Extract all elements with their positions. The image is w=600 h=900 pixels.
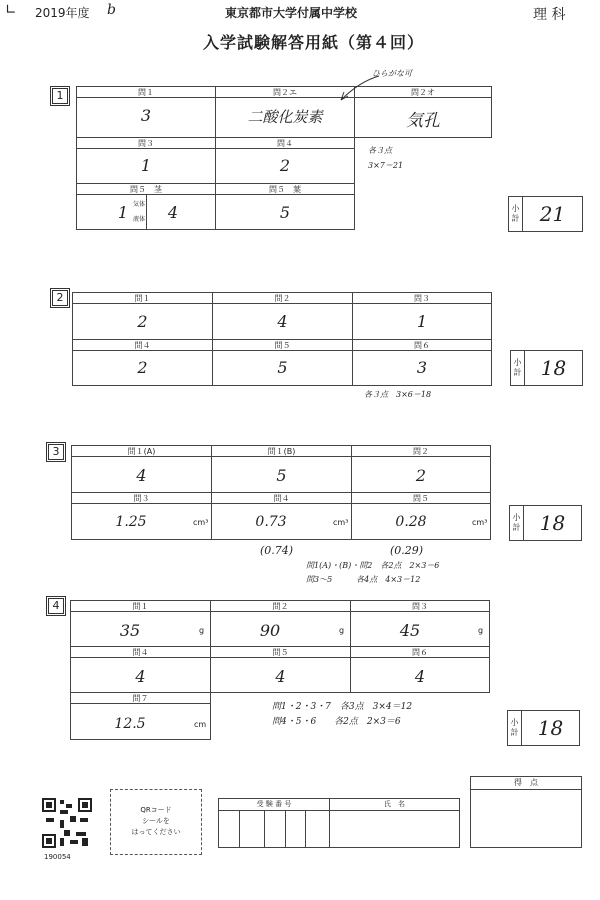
s2-q4-label: 問４ (72, 339, 213, 351)
s1-subtotal-box (508, 196, 583, 232)
s4-q4-label: 問４ (70, 646, 211, 658)
section-3-number: 3 (48, 444, 64, 460)
s2-q4-answer: 2 (137, 358, 148, 377)
s1-note-hiragana: ひらがな可 (372, 69, 412, 78)
s1-note-gas: 気体 (133, 201, 146, 208)
s2-q1-label: 問１ (72, 292, 213, 304)
exam-number-divider-2 (264, 811, 265, 848)
s1-q5-leaf-answer: 5 (279, 203, 291, 222)
s4-q5-answer: 4 (275, 667, 286, 686)
s4-q4-answer: 4 (135, 667, 146, 686)
s1-q4-answer: 2 (279, 156, 291, 175)
s4-q2-label: 問２ (210, 600, 351, 612)
s1-note-liquid: 液体 (133, 216, 146, 223)
footer-code: 190054 (44, 853, 71, 861)
s4-q1-unit: g (199, 626, 205, 635)
s2-q2-answer: 4 (277, 312, 288, 331)
s1-q2e-label: 問２エ (215, 86, 355, 98)
s3-q1b-label: 問１(B) (211, 445, 352, 457)
s1-q5-stem-label: 問５ 茎 (76, 183, 216, 195)
s3-q5-unit: cm³ (472, 518, 488, 527)
s3-q5-answer: 0.28 (395, 514, 427, 530)
s2-q2-label: 問２ (212, 292, 353, 304)
s3-q2-answer: 2 (415, 466, 427, 485)
s1-q5-stem-answer-b: 4 (167, 203, 179, 222)
s2-q5-answer: 5 (277, 358, 288, 377)
section-2-number: 2 (52, 290, 68, 306)
s4-subtotal-box (507, 710, 580, 746)
s1-q1-answer: 3 (140, 106, 152, 125)
s1-subtotal-value: 21 (539, 202, 566, 226)
s4-subtotal-label: 小計 (508, 711, 522, 745)
qr-sticker-text: QRコード シールを はってください (131, 806, 181, 836)
s3-q3-label: 問３ (71, 492, 212, 504)
s2-subtotal-box (510, 350, 583, 386)
s2-q6-answer: 3 (416, 358, 428, 377)
s3-subtotal-label: 小計 (510, 506, 524, 540)
s1-q3-label: 問３ (76, 137, 216, 149)
s3-subtotal-value: 18 (539, 511, 566, 535)
qr-code-icon (42, 798, 92, 848)
s2-q3-label: 問３ (352, 292, 492, 304)
s3-note-points-a: 問1(A)・(B)・問2 各2点 2×3＝6 (306, 561, 440, 570)
s3-q1b-answer: 5 (276, 466, 287, 485)
s1-note-each-points: 各３点 (368, 146, 392, 155)
s2-note-points: 各３点 3×6＝18 (364, 390, 432, 399)
s2-q5-label: 問５ (212, 339, 353, 351)
name-box (329, 798, 460, 848)
section-1-number: 1 (52, 88, 68, 104)
s4-q1-label: 問１ (70, 600, 211, 612)
s1-q5-leaf-label: 問５ 葉 (215, 183, 355, 195)
s3-note-alt-q5: (0.29) (390, 544, 424, 557)
s4-q5-label: 問５ (210, 646, 351, 658)
s4-q6-label: 問６ (350, 646, 490, 658)
s2-subtotal-label: 小計 (511, 351, 525, 385)
s1-q1-label: 問１ (76, 86, 216, 98)
corner-mark: ∟ (5, 2, 17, 18)
s3-q3-answer: 1.25 (115, 514, 147, 530)
name-label: 氏 名 (330, 799, 459, 811)
s1-q5-divider (146, 195, 147, 230)
s4-note-points-a: 問1・2・3・7 各3点 3×4＝12 (272, 702, 413, 712)
s1-q3-answer: 1 (140, 156, 152, 175)
subject-label: 理 科 (533, 7, 566, 23)
s4-q1-answer: 35 (119, 621, 141, 640)
s4-q7-label: 問７ (70, 692, 211, 704)
s4-q2-unit: g (339, 626, 345, 635)
s3-q1a-answer: 4 (136, 466, 147, 485)
s4-q7-answer: 12.5 (114, 716, 146, 732)
s3-note-alt-q4: (0.74) (260, 544, 294, 557)
s4-q3-label: 問３ (350, 600, 490, 612)
school-name: 東京都市大学付属中学校 (225, 6, 358, 20)
page-title: 入学試験解答用紙（第４回） (203, 33, 425, 52)
year-label: 2019年度 (35, 6, 90, 20)
s4-q7-unit: cm (194, 720, 207, 729)
s3-q4-answer: 0.73 (255, 514, 287, 530)
s4-q6-answer: 4 (414, 667, 426, 686)
s3-q1a-label: 問１(A) (71, 445, 212, 457)
s4-note-points-b: 問4・5・6 各2点 2×3＝6 (272, 717, 401, 727)
exam-number-divider-3 (285, 811, 286, 848)
score-box (470, 776, 582, 848)
s3-q3-unit: cm³ (193, 518, 209, 527)
exam-number-label: 受 験 番 号 (219, 799, 329, 811)
s2-q3-answer: 1 (416, 312, 428, 331)
s1-note-calc: 3×7＝21 (368, 161, 404, 170)
s1-subtotal-label: 小計 (509, 197, 523, 231)
year-handwritten: b (107, 2, 116, 18)
s3-q5-label: 問５ (351, 492, 491, 504)
qr-sticker-box (110, 789, 202, 855)
exam-number-divider-1 (239, 811, 240, 848)
s3-note-points-b: 問3〜5 各4点 4×3＝12 (306, 575, 421, 584)
s4-q3-unit: g (478, 626, 484, 635)
s1-q4-label: 問４ (215, 137, 355, 149)
s3-q4-unit: cm³ (333, 518, 349, 527)
s2-q1-answer: 2 (137, 312, 148, 331)
s4-q2-answer: 90 (259, 621, 281, 640)
score-label: 得 点 (471, 777, 581, 790)
s4-q3-answer: 45 (399, 621, 421, 640)
s1-q5-stem-answer-a: 1 (117, 203, 129, 222)
s2-subtotal-value: 18 (540, 356, 567, 380)
s1-q2e-answer: 二酸化炭素 (247, 108, 323, 126)
exam-number-box (218, 798, 330, 848)
s2-q6-label: 問６ (352, 339, 492, 351)
s3-subtotal-box (509, 505, 582, 541)
exam-number-divider-4 (305, 811, 306, 848)
s1-q2o-label: 問２オ (354, 86, 492, 98)
s4-subtotal-value: 18 (537, 716, 564, 740)
s1-q2o-answer: 気孔 (406, 111, 440, 131)
s3-q2-label: 問２ (351, 445, 491, 457)
s3-q4-label: 問４ (211, 492, 352, 504)
s1-note-arrow (335, 74, 385, 104)
section-4-number: 4 (48, 598, 64, 614)
